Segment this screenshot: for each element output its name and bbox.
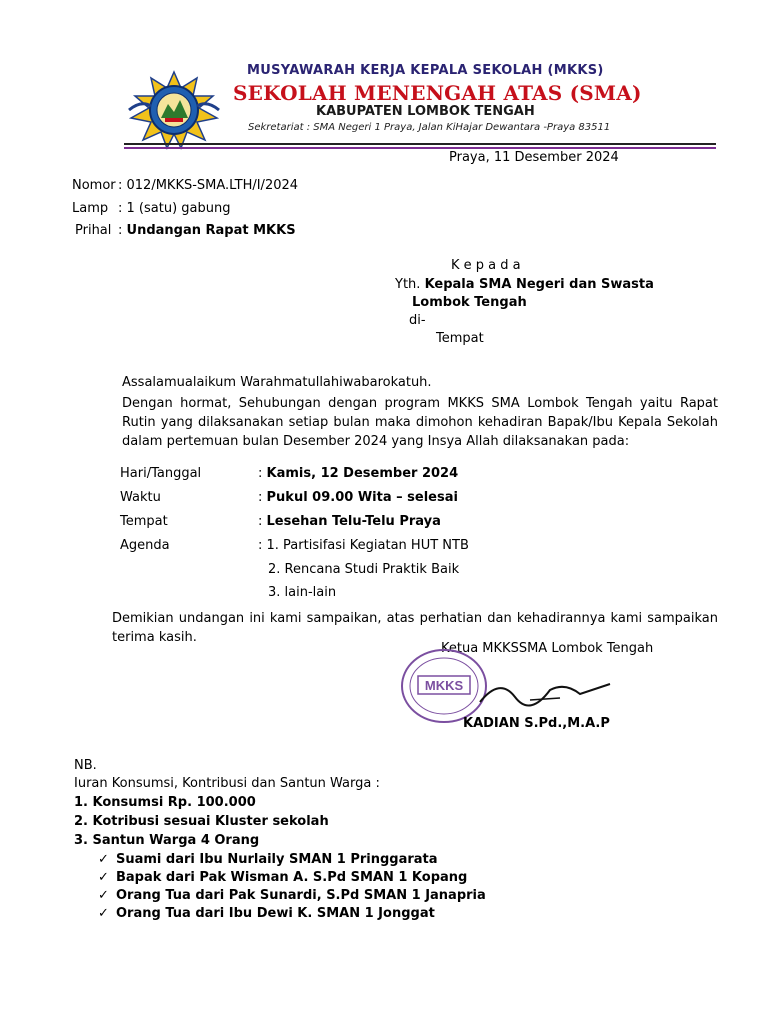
body-paragraph: Dengan hormat, Sehubungan dengan program MKKS SMA Lombok Tengah yaitu Rapat Rutin yang dilaksanakan setiap bulan maka dimohon kehadiran Bapak/Ibu Kepala Sekolah dalam pertemuan bulan Desember 2024 yang Insya Allah dilaksanakan pada:	[122, 396, 718, 449]
meta-nomor-label: Nomor	[72, 178, 116, 193]
signatory-name: KADIAN S.Pd.,M.A.P	[463, 716, 610, 731]
detail-label-agenda: Agenda	[120, 538, 170, 553]
nb-check-item: ✓ Bapak dari Pak Wisman A. S.Pd SMAN 1 Kopang	[98, 870, 468, 885]
nb-check-item: ✓ Orang Tua dari Pak Sunardi, S.Pd SMAN 1 Janapria	[98, 888, 486, 903]
nb-item: 3. Santun Warga 4 Orang	[74, 833, 260, 848]
checkmark-icon: ✓	[98, 888, 109, 903]
checkmark-icon: ✓	[98, 852, 109, 867]
greeting: Assalamualaikum Warahmatullahiwabarokatuh.	[122, 375, 432, 390]
recipient-line2: Lombok Tengah	[412, 295, 527, 310]
recipient-tempat: Tempat	[436, 331, 484, 346]
nb-check-item: ✓ Suami dari Ibu Nurlaily SMAN 1 Pringgarata	[98, 852, 438, 867]
letterhead-school-level: SEKOLAH MENENGAH ATAS (SMA)	[233, 81, 642, 105]
meta-prihal-value: : Undangan Rapat MKKS	[118, 223, 296, 238]
letterhead-org-name: MUSYAWARAH KERJA KEPALA SEKOLAH (MKKS)	[247, 63, 604, 78]
detail-value-date: : Kamis, 12 Desember 2024	[258, 466, 459, 481]
checkmark-icon: ✓	[98, 906, 109, 921]
header-rule-purple	[124, 147, 716, 149]
agenda-item: : 1. Partisifasi Kegiatan HUT NTB	[258, 538, 469, 553]
nb-label: NB.	[74, 758, 97, 773]
detail-value-place: : Lesehan Telu-Telu Praya	[258, 514, 441, 529]
agenda-item: 2. Rencana Studi Praktik Baik	[268, 562, 460, 577]
meta-nomor-value: : 012/MKKS-SMA.LTH/I/2024	[118, 178, 299, 193]
nb-intro: Iuran Konsumsi, Kontribusi dan Santun Warga :	[74, 776, 380, 791]
stamp-text: MKKS	[424, 678, 464, 693]
handwritten-signature	[470, 672, 620, 712]
agenda-item: 3. lain-lain	[268, 585, 337, 600]
detail-label-date: Hari/Tanggal	[120, 466, 202, 481]
detail-label-time: Waktu	[120, 490, 161, 505]
detail-value-time: : Pukul 09.00 Wita – selesai	[258, 490, 458, 505]
nb-check-item: ✓ Orang Tua dari Ibu Dewi K. SMAN 1 Jonggat	[98, 906, 435, 921]
recipient-line1: Yth. Kepala SMA Negeri dan Swasta	[395, 277, 654, 292]
letterhead-region: KABUPATEN LOMBOK TENGAH	[316, 104, 535, 119]
meta-prihal-label: Prihal	[75, 223, 112, 238]
closing-paragraph: Demikian undangan ini kami sampaikan, atas perhatian dan kehadirannya kami sampaikan terima kasih.	[112, 611, 718, 645]
meta-lamp-label: Lamp	[72, 201, 109, 216]
nb-item: 2. Kotribusi sesuai Kluster sekolah	[74, 814, 329, 829]
nb-item: 1. Konsumsi Rp. 100.000	[74, 795, 256, 810]
recipient-kepada: K e p a d a	[451, 258, 521, 273]
recipient-di: di-	[409, 313, 426, 328]
letterhead-address: Sekretariat : SMA Negeri 1 Praya, Jalan KiHajar Dewantara -Praya 83511	[248, 122, 611, 133]
mkks-logo	[121, 70, 227, 150]
header-rule-dark	[124, 143, 716, 145]
checkmark-icon: ✓	[98, 870, 109, 885]
signature-title: Ketua MKKSSMA Lombok Tengah	[441, 641, 654, 656]
meta-lamp-value: : 1 (satu) gabung	[118, 201, 231, 216]
detail-label-place: Tempat	[120, 514, 168, 529]
letter-date: Praya, 11 Desember 2024	[449, 150, 619, 165]
